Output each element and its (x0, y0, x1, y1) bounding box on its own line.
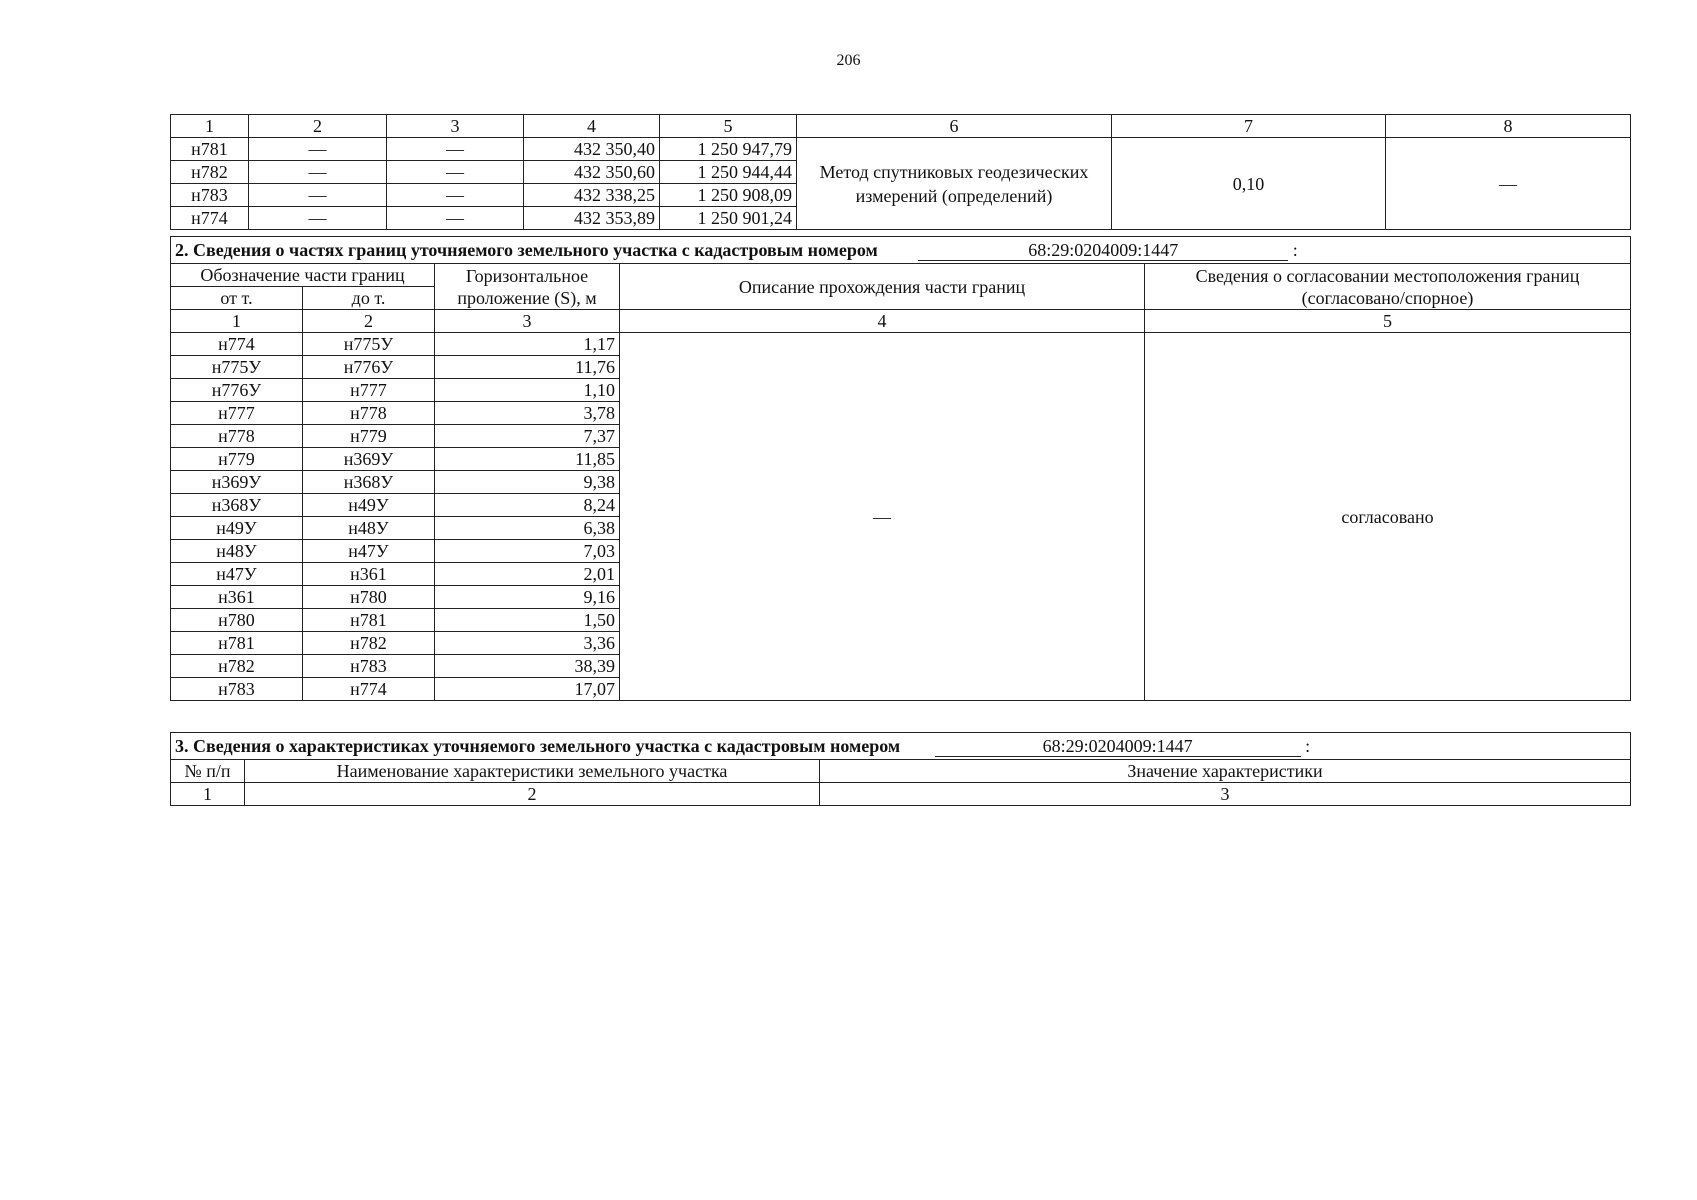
col8-cell: — (1386, 138, 1631, 230)
to-point: н781 (303, 609, 435, 632)
distance-value: 11,76 (435, 356, 620, 379)
cell: — (387, 207, 524, 230)
from-point: н779 (171, 448, 303, 471)
section-title-row (171, 237, 1631, 264)
col-number: 5 (660, 115, 797, 138)
from-point: н47У (171, 563, 303, 586)
col-number: 7 (1112, 115, 1386, 138)
col-number: 6 (797, 115, 1112, 138)
coord-y: 1 250 901,24 (660, 207, 797, 230)
cadastral-number: 68:29:0204009:1447 (935, 736, 1301, 757)
to-point: н48У (303, 517, 435, 540)
description-value: — (620, 333, 1145, 701)
col-number: 1 (171, 115, 249, 138)
to-point: н777 (303, 379, 435, 402)
num-header: № п/п (171, 760, 245, 783)
col-number: 2 (303, 310, 435, 333)
table-row (171, 333, 1631, 356)
section2-title: 2. Сведения о частях границ уточняемого земельного участка с кадастровым номером (175, 240, 878, 260)
to-point: н369У (303, 448, 435, 471)
col-number: 1 (171, 783, 245, 806)
to-point: н783 (303, 655, 435, 678)
distance-value: 2,01 (435, 563, 620, 586)
col-number: 8 (1386, 115, 1631, 138)
section3-title: 3. Сведения о характеристиках уточняемого земельного участка с кадастровым номером (175, 736, 901, 756)
distance-value: 8,24 (435, 494, 620, 517)
distance-value: 1,10 (435, 379, 620, 402)
header-row (171, 264, 1631, 287)
method-cell: Метод спутниковых геодезических измерений (определений) (797, 138, 1112, 230)
title-suffix: : (1305, 736, 1311, 756)
from-point: н368У (171, 494, 303, 517)
to-point: н778 (303, 402, 435, 425)
distance-header: Горизонтальное проложение (S), м (435, 264, 620, 310)
from-point: н783 (171, 678, 303, 701)
from-point: н776У (171, 379, 303, 402)
cell: — (249, 184, 387, 207)
cell: — (387, 138, 524, 161)
cadastral-number: 68:29:0204009:1447 (918, 240, 1288, 261)
coord-x: 432 350,60 (524, 161, 660, 184)
column-number-row (171, 310, 1631, 333)
distance-value: 1,17 (435, 333, 620, 356)
title-suffix: : (1292, 240, 1298, 260)
cell: — (387, 184, 524, 207)
to-point: н782 (303, 632, 435, 655)
col-number: 1 (171, 310, 303, 333)
distance-value: 7,03 (435, 540, 620, 563)
to-point: н49У (303, 494, 435, 517)
distance-value: 11,85 (435, 448, 620, 471)
point-name: н782 (171, 161, 249, 184)
accuracy-cell: 0,10 (1112, 138, 1386, 230)
characteristics-section (170, 732, 1630, 806)
col-number: 3 (820, 783, 1631, 806)
point-name: н781 (171, 138, 249, 161)
coord-x: 432 350,40 (524, 138, 660, 161)
description-header: Описание прохождения части границ (620, 264, 1145, 310)
header-row (171, 760, 1631, 783)
name-header: Наименование характеристики земельного участка (245, 760, 820, 783)
coordinates-table (170, 114, 1630, 230)
column-number-row (171, 783, 1631, 806)
section-title-row (171, 733, 1631, 760)
from-point: н782 (171, 655, 303, 678)
section-title (171, 237, 1631, 264)
distance-value: 9,38 (435, 471, 620, 494)
value-header: Значение характеристики (820, 760, 1631, 783)
to-point: н361 (303, 563, 435, 586)
distance-value: 3,36 (435, 632, 620, 655)
point-name: н783 (171, 184, 249, 207)
to-point: н774 (303, 678, 435, 701)
from-point: н780 (171, 609, 303, 632)
agreement-value: согласовано (1145, 333, 1631, 701)
col-number: 5 (1145, 310, 1631, 333)
coord-y: 1 250 944,44 (660, 161, 797, 184)
to-point: н779 (303, 425, 435, 448)
agreement-header: Сведения о согласовании местоположения границ (согласовано/спорное) (1145, 264, 1631, 310)
coord-y: 1 250 908,09 (660, 184, 797, 207)
col-number: 4 (524, 115, 660, 138)
from-point: н778 (171, 425, 303, 448)
distance-value: 38,39 (435, 655, 620, 678)
coord-x: 432 338,25 (524, 184, 660, 207)
cell: — (387, 161, 524, 184)
cell: — (249, 138, 387, 161)
cell: — (249, 161, 387, 184)
column-number-row (171, 115, 1631, 138)
from-point: н48У (171, 540, 303, 563)
table-row (171, 138, 1631, 161)
section-title (171, 733, 1631, 760)
to-point: н368У (303, 471, 435, 494)
col-number: 2 (249, 115, 387, 138)
from-point: н777 (171, 402, 303, 425)
coord-x: 432 353,89 (524, 207, 660, 230)
from-point: н774 (171, 333, 303, 356)
to-point: н780 (303, 586, 435, 609)
distance-value: 3,78 (435, 402, 620, 425)
distance-value: 6,38 (435, 517, 620, 540)
point-name: н774 (171, 207, 249, 230)
from-point: н775У (171, 356, 303, 379)
to-point: н776У (303, 356, 435, 379)
boundary-parts-section (170, 236, 1630, 701)
col-number: 3 (435, 310, 620, 333)
distance-value: 9,16 (435, 586, 620, 609)
cell: — (249, 207, 387, 230)
distance-value: 1,50 (435, 609, 620, 632)
to-point: н47У (303, 540, 435, 563)
from-header: от т. (171, 287, 303, 310)
from-point: н781 (171, 632, 303, 655)
to-point: н775У (303, 333, 435, 356)
from-point: н361 (171, 586, 303, 609)
from-point: н369У (171, 471, 303, 494)
distance-value: 17,07 (435, 678, 620, 701)
part-designation-header: Обозначение части границ (171, 264, 435, 287)
to-header: до т. (303, 287, 435, 310)
coord-y: 1 250 947,79 (660, 138, 797, 161)
col-number: 4 (620, 310, 1145, 333)
col-number: 3 (387, 115, 524, 138)
from-point: н49У (171, 517, 303, 540)
col-number: 2 (245, 783, 820, 806)
page-number: 206 (836, 52, 861, 69)
distance-value: 7,37 (435, 425, 620, 448)
